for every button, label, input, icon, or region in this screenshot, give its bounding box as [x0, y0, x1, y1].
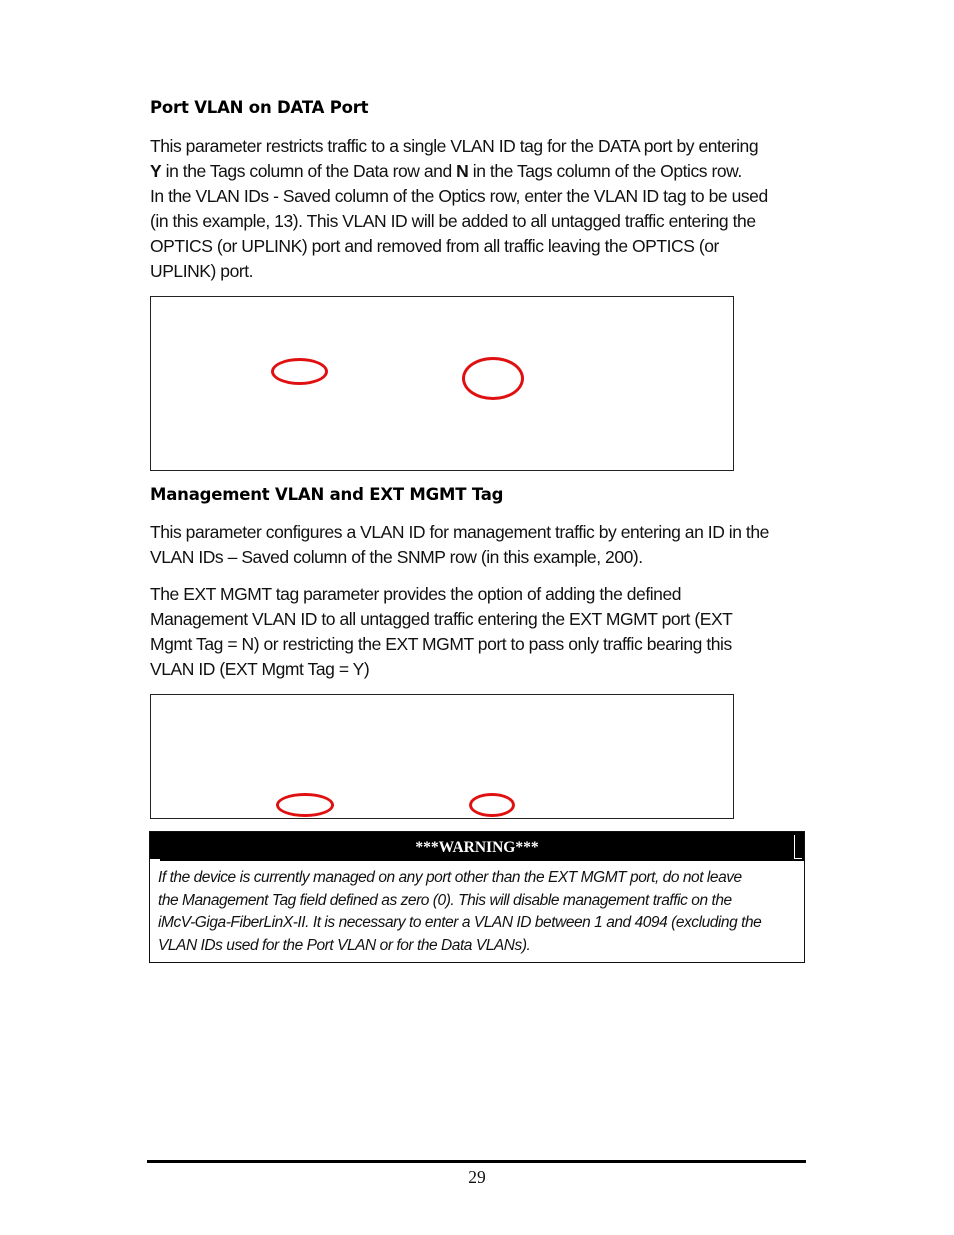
section-heading-management-vlan: Management VLAN and EXT MGMT Tag	[150, 485, 504, 504]
figure-management-vlan-screenshot	[150, 694, 734, 819]
text-line: Management VLAN ID to all untagged traffic entering the EXT MGMT port (EXT	[150, 609, 733, 629]
footer-divider	[147, 1160, 806, 1163]
text-line: VLAN ID (EXT Mgmt Tag = Y)	[150, 659, 370, 679]
bold-n: N	[456, 161, 469, 181]
highlight-ellipse-ext-mgmt-tag	[469, 793, 515, 817]
warning-title: ***WARNING***	[415, 839, 539, 856]
figure-port-vlan-screenshot	[150, 296, 734, 471]
warning-header	[150, 832, 804, 861]
text-line: Y in the Tags column of the Data row and N in the Tags column of the Optics row.	[150, 161, 742, 181]
bold-y: Y	[150, 161, 162, 181]
text-line: iMcV-Giga-FiberLinX-II. It is necessary to enter a VLAN ID between 1 and 4094 (excluding the	[158, 914, 762, 931]
paragraph-management-vlan	[150, 520, 810, 570]
header-corner-mark	[794, 835, 802, 859]
text-line: If the device is currently managed on any port other than the EXT MGMT port, do not leave	[158, 869, 742, 886]
paragraph-port-vlan	[150, 134, 810, 284]
text-line: Mgmt Tag = N) or restricting the EXT MGMT port to pass only traffic bearing this	[150, 634, 732, 654]
text-line: This parameter configures a VLAN ID for management traffic by entering an ID in the	[150, 522, 769, 542]
text-line: In the VLAN IDs - Saved column of the Optics row, enter the VLAN ID tag to be used	[150, 186, 768, 206]
paragraph-ext-mgmt-tag	[150, 582, 810, 682]
highlight-ellipse-snmp-vlan	[276, 793, 334, 817]
text-line: The EXT MGMT tag parameter provides the option of adding the defined	[150, 584, 682, 604]
page-number: 29	[468, 1167, 486, 1187]
text-line: VLAN IDs – Saved column of the SNMP row (in this example, 200).	[150, 547, 643, 567]
header-corner-mark	[150, 859, 160, 861]
text-line: VLAN IDs used for the Port VLAN or for the Data VLANs).	[158, 936, 531, 954]
warning-text	[158, 867, 800, 957]
highlight-ellipse-vlan-id	[462, 357, 524, 400]
warning-box	[149, 831, 805, 963]
section-heading-port-vlan: Port VLAN on DATA Port	[150, 98, 369, 117]
text-line: OPTICS (or UPLINK) port and removed from all traffic leaving the OPTICS (or	[150, 236, 719, 256]
highlight-ellipse-tags	[271, 358, 328, 385]
text-line: (in this example, 13). This VLAN ID will be added to all untagged traffic entering the	[150, 211, 756, 231]
text-line: This parameter restricts traffic to a single VLAN ID tag for the DATA port by entering	[150, 136, 759, 156]
text-line: UPLINK) port.	[150, 261, 254, 281]
text-line: the Management Tag field defined as zero (0). This will disable management traffic on the	[158, 891, 732, 909]
